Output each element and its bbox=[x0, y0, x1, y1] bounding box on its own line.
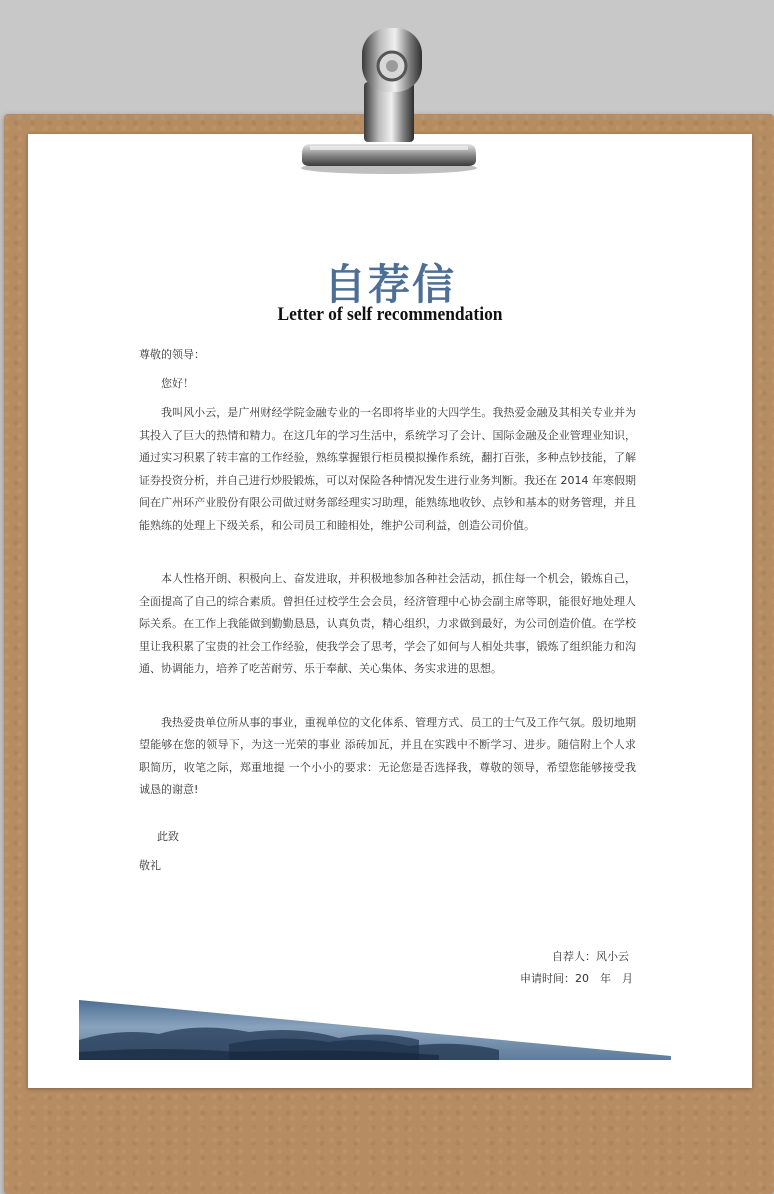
letter-date-line: 申请时间：20 年 月 bbox=[520, 972, 633, 985]
letter-paragraph-1: 我叫风小云，是广州财经学院金融专业的一名即将毕业的大四学生。我热爱金融及其相关专业并为其投入了巨大的热情和精力。在这几年的学习生活中，系统学习了会计、国际金融及企业管理业知识，通过实习积累了转丰富的工作经验，熟练掌握银行柜员模拟操作系统，翻打百张，多种点钞技能，了解证券投资分析，并自己进行炒股锻炼，可以对保险各种情况发生进行业务判断。我还在 2014 年寒假期间在广州环产业股份有限公司做过财务部经理实习助理，能熟练地收钞、点钞和基本的财务管理，并且能熟练的处理上下级关系，和公司员工和睦相处，维护公司利益，创造公司价值。 bbox=[139, 406, 636, 532]
letter-closing-2: 敬礼 bbox=[139, 859, 161, 872]
letter-paragraph-3: 我热爱贵单位所从事的事业，重视单位的文化体系、管理方式、员工的士气及工作气氛。殷切地期望能够在您的领导下，为这一光荣的事业 添砖加瓦，并且在实践中不断学习、进步。随信附上个人求职简历，收笔之际，郑重地提 一个小小的要求：无论您是否选择我，尊敬的领导，希望您能够接受我诚恳的谢意! bbox=[139, 715, 636, 796]
letter-title: 自荐信 bbox=[323, 260, 456, 309]
landscape-banner bbox=[79, 1000, 671, 1060]
letter-paragraph-2: 本人性格开朗、积极向上、奋发进取，并积极地参加各种社会活动，抓住每一个机会，锻炼自己，全面提高了自己的综合素质。曾担任过校学生会会员，经济管理中心协会副主席等职，能很好地处理人际关系。在工作上我能做到勤勤恳恳，认真负责，精心组织，力求做到最好，为公司创造价值。在学校里让我积累了宝贵的社会工作经验，使我学会了思考，学会了如何与人相处共事，锻炼了组织能力和沟通、协调能力，培养了吃苦耐劳、乐于奉献、关心集体、务实求进的思想。 bbox=[139, 572, 636, 675]
letter-hello: 您好！ bbox=[161, 376, 194, 390]
letter-greeting: 尊敬的领导： bbox=[139, 348, 205, 361]
letter-subtitle: Letter of self recommendation bbox=[277, 304, 503, 325]
binder-clip-icon bbox=[296, 26, 482, 176]
letter-body bbox=[139, 344, 636, 878]
letter-paper bbox=[28, 134, 752, 1088]
letter-closing-1: 此致 bbox=[157, 829, 179, 843]
letter-signature: 自荐人：风小云 bbox=[552, 950, 629, 963]
